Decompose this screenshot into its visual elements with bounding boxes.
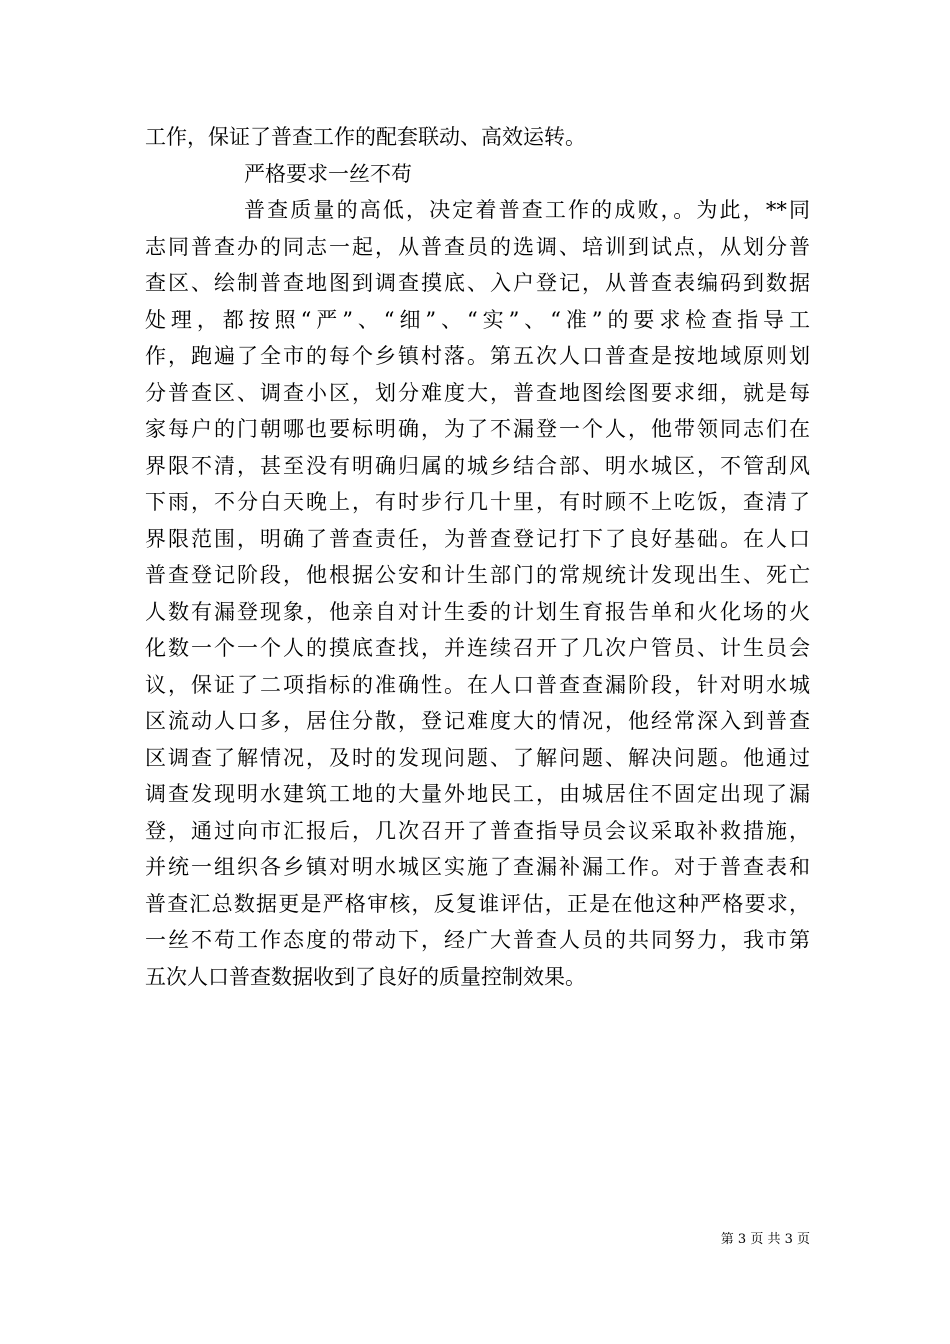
paragraph: [145, 192, 810, 995]
body-text: [145, 119, 810, 995]
paragraph-line: 化数一个一个人的摸底查找，并连续召开了几次户管员、计生员会: [145, 636, 810, 660]
paragraph-line: 普查登记阶段，他根据公安和计生部门的常规统计发现出生、死亡: [145, 563, 810, 587]
paragraph-line: 分普查区、调查小区，划分难度大，普查地图绘图要求细，就是每: [145, 380, 810, 405]
paragraph-line: 志同普查办的同志一起，从普查员的选调、培训到试点，从划分普: [145, 234, 810, 259]
page-number: 第 3 页 共 3 页: [720, 1232, 810, 1247]
paragraph-line: 登，通过向市汇报后，几次召开了普查指导员会议采取补救措施，: [145, 818, 810, 843]
continuation-line: 工作，保证了普查工作的配套联动、高效运转。: [145, 125, 586, 149]
paragraph-line: 下雨，不分白天晚上，有时步行几十里，有时顾不上吃饭，查清了: [145, 490, 810, 514]
paragraph-line: 人数有漏登现象，他亲自对计生委的计划生育报告单和火化场的火: [145, 599, 810, 624]
paragraph-line: 区流动人口多，居住分散，登记难度大的情况，他经常深入到普查: [145, 709, 810, 733]
paragraph-line: 一丝不苟工作态度的带动下，经广大普查人员的共同努力，我市第: [145, 928, 810, 952]
paragraph-line: 调查发现明水建筑工地的大量外地民工，由城居住不固定出现了漏: [145, 782, 810, 806]
paragraph-line: 五次人口普查数据收到了良好的质量控制效果。: [145, 964, 586, 989]
paragraph-line: 并统一组织各乡镇对明水城区实施了查漏补漏工作。对于普查表和: [145, 855, 810, 879]
paragraph-line: 家每户的门朝哪也要标明确，为了不漏登一个人，他带领同志们在: [145, 417, 810, 441]
paragraph-line: 议，保证了二项指标的准确性。在人口普查查漏阶段，针对明水城: [145, 672, 810, 697]
paragraph-line: 普查质量的高低，决定着普查工作的成败，。为此，**同: [244, 198, 810, 222]
paragraph-line: 区调查了解情况，及时的发现问题、了解问题、解决问题。他通过: [145, 745, 810, 770]
section-heading: 严格要求一丝不苟: [244, 161, 412, 186]
paragraph-line: 界限范围，明确了普查责任，为普查登记打下了良好基础。在人口: [145, 526, 810, 551]
paragraph-line: 界限不清，甚至没有明确归属的城乡结合部、明水城区，不管刮风: [145, 453, 810, 478]
paragraph-line: 作，跑遍了全市的每个乡镇村落。第五次人口普查是按地域原则划: [145, 344, 810, 368]
paragraph-line: 普查汇总数据更是严格审核，反复谁评估，正是在他这种严格要求，: [145, 891, 810, 916]
paragraph-line: 处理，都按照“严”、“细”、“实”、“准”的要求检查指导工: [145, 307, 810, 332]
paragraph-line: 查区、绘制普查地图到调查摸底、入户登记，从普查表编码到数据: [145, 271, 810, 295]
